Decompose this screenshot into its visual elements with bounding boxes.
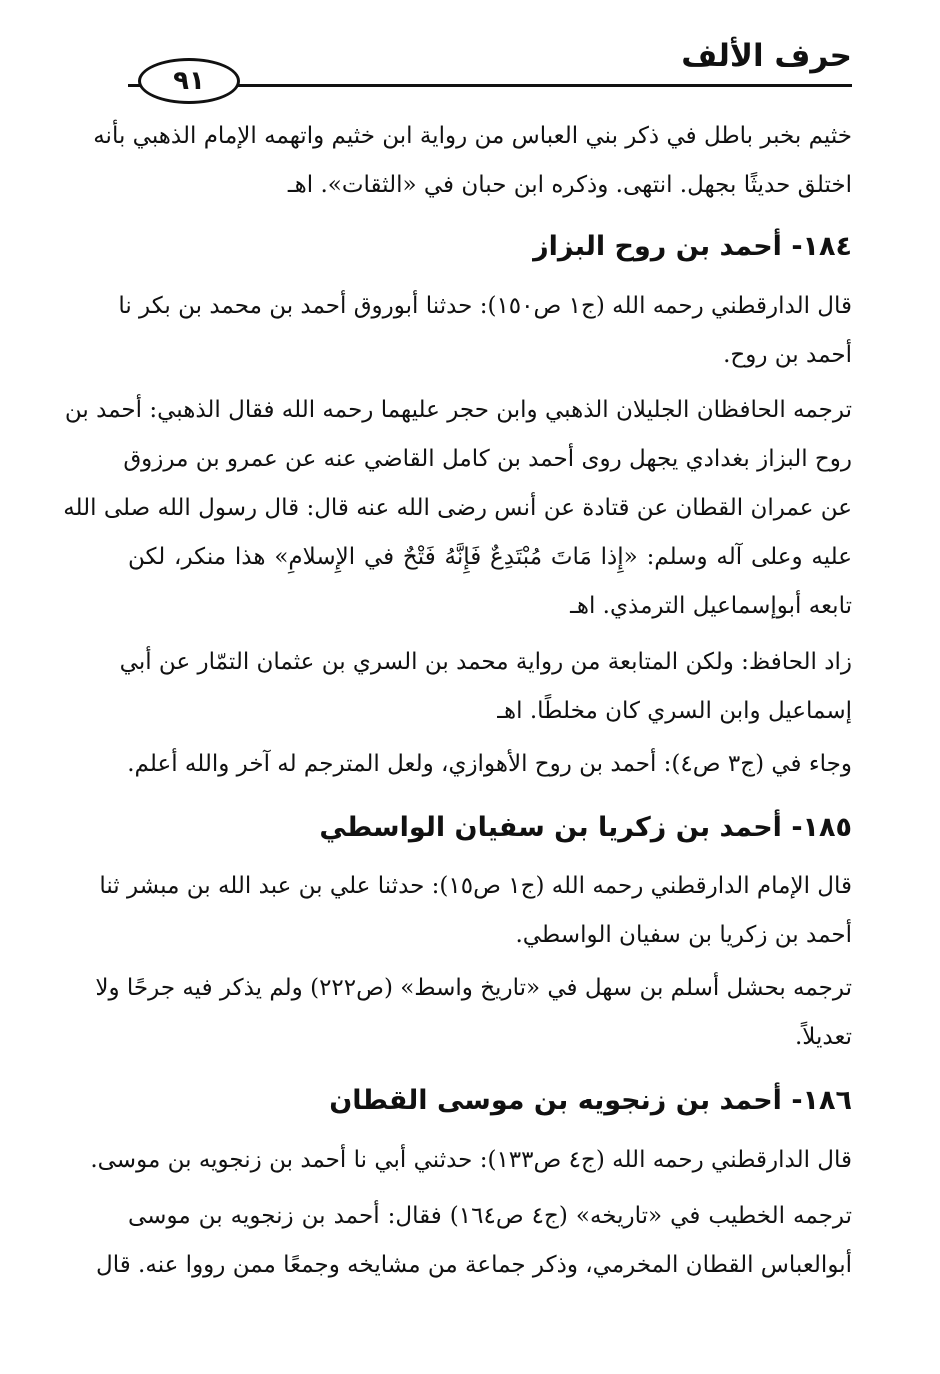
text-line: تابعه أبوإسماعيل الترمذي. اهـ [570, 593, 852, 619]
paragraph [63, 386, 852, 631]
paragraph [95, 964, 852, 1062]
text-line: خثيم بخبر باطل في ذكر بني العباس من رواية ابن خثيم واتهمه الإمام الذهبي بأنه [93, 123, 852, 149]
text-line: قال الدارقطني رحمه الله (ج١ ص١٥٠): حدثنا أبوروق أحمد بن محمد بن بكر نا [118, 293, 852, 319]
entry-heading-184: ١٨٤- أحمد بن روح البزاز [533, 231, 852, 262]
page-number: ٩١ [138, 58, 240, 104]
paragraph [99, 862, 852, 960]
chapter-title: حرف الألف [681, 38, 852, 74]
text-line: روح البزاز بغدادي يجهل روى أحمد بن كامل القاضي عنه عن عمرو بن مرزوق [123, 446, 852, 472]
text-line: قال الإمام الدارقطني رحمه الله (ج١ ص١٥): حدثنا علي بن عبد الله بن مبشر ثنا [99, 873, 852, 899]
text-line: اختلق حديثًا بجهل. انتهى. وذكره ابن حبان في «الثقات». اهـ [287, 172, 852, 198]
text-line: زاد الحافظ: ولكن المتابعة من رواية محمد بن السري بن عثمان التمّار عن أبي [119, 649, 852, 675]
text-line: أحمد بن روح. [723, 342, 852, 368]
text-line: ترجمه بحشل أسلم بن سهل في «تاريخ واسط» (ص٢٢٢) ولم يذكر فيه جرحًا ولا [95, 975, 852, 1001]
paragraph [96, 1192, 852, 1290]
paragraph [118, 282, 852, 380]
text-line: تعديلاً. [794, 1024, 852, 1050]
text-line: أبوالعباس القطان المخرمي، وذكر جماعة من مشايخه وجمعًا ممن رووا عنه. قال [96, 1252, 852, 1278]
page-header [0, 0, 940, 110]
text-line: ترجمه الحافظان الجليلان الذهبي وابن حجر عليهما رحمه الله فقال الذهبي: أحمد بن [64, 397, 852, 423]
text-line: وجاء في (ج٣ ص٤): أحمد بن روح الأهوازي، ولعل المترجم له آخر والله أعلم. [127, 751, 852, 777]
text-line: ترجمه الخطيب في «تاريخه» (ج٤ ص١٦٤) فقال: أحمد بن زنجويه بن موسى [128, 1203, 852, 1229]
paragraph [90, 1136, 852, 1185]
text-line: عليه وعلى آله وسلم: «إِذا مَاتَ مُبْتَدِعٌ فَإِنَّهُ فَتْحٌ في الإِسلامِ» هذا منكر، لكن [128, 544, 852, 570]
text-line: أحمد بن زكريا بن سفيان الواسطي. [515, 922, 852, 948]
paragraph [128, 740, 852, 789]
paragraph [119, 638, 852, 736]
entry-heading-185: ١٨٥- أحمد بن زكريا بن سفيان الواسطي [319, 812, 852, 843]
paragraph [93, 112, 852, 210]
entry-heading-186: ١٨٦- أحمد بن زنجويه بن موسى القطان [329, 1085, 852, 1116]
text-line: إسماعيل وابن السري كان مخلطًا. اهـ [497, 698, 852, 724]
text-line: عن عمران القطان عن قتادة عن أنس رضى الله عنه قال: قال رسول الله صلى الله [63, 495, 852, 521]
text-line: قال الدارقطني رحمه الله (ج٤ ص١٣٣): حدثني أبي نا أحمد بن زنجويه بن موسى. [90, 1147, 852, 1173]
